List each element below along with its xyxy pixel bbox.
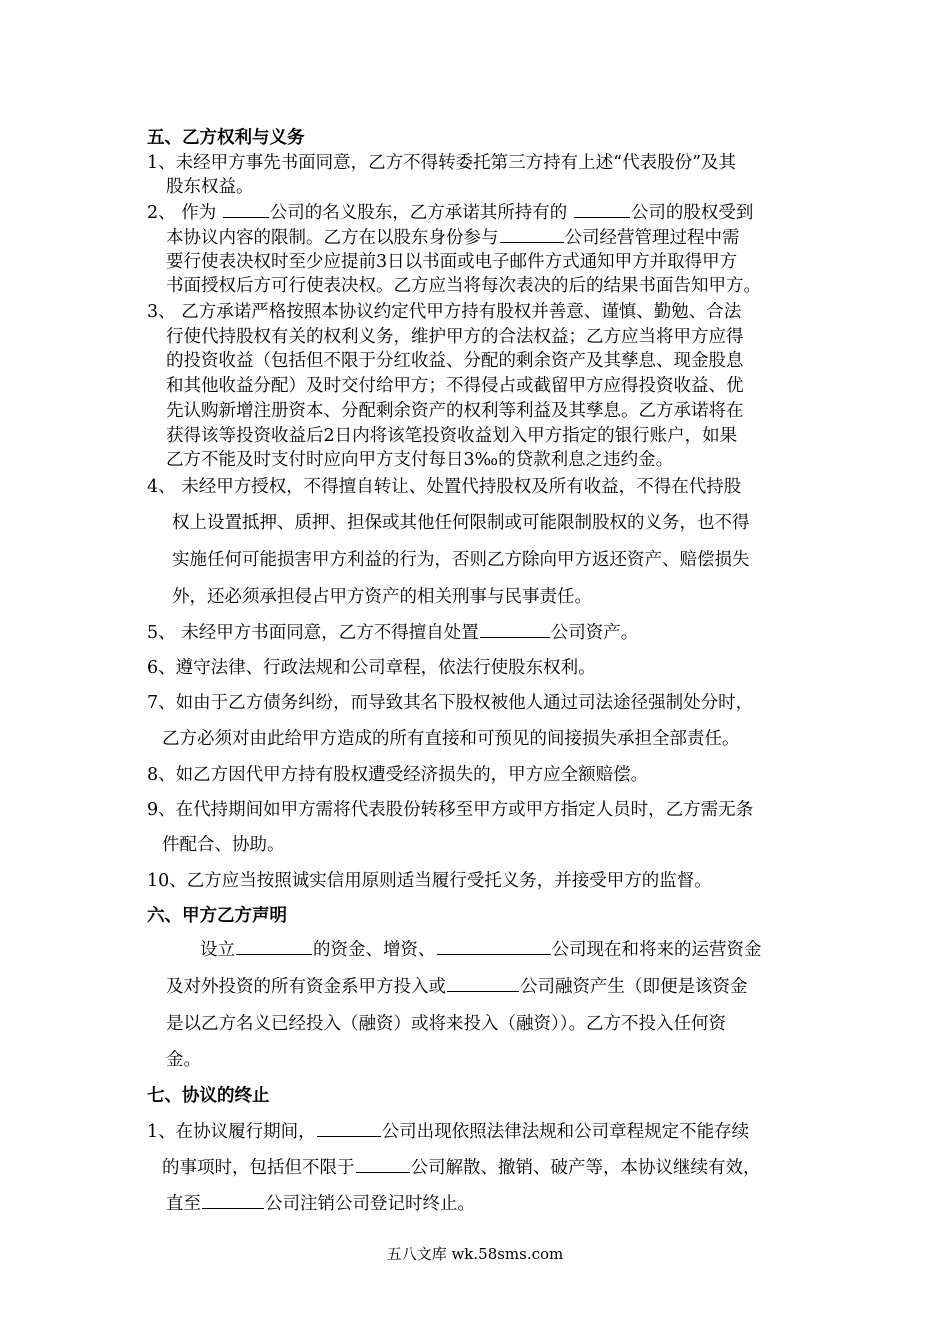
item-5-3-line-4: 和其他收益分配）及时交付给甲方；不得侵占或截留甲方应得投资收益、优 (166, 376, 744, 396)
item-5-4-line-4: 外，还必须承担侵占甲方资产的相关刑事与民事责任。 (172, 587, 592, 607)
item-5-3-line-6: 获得该等投资收益后2日内将该笔投资收益划入甲方指定的银行账户，如果 (166, 426, 738, 446)
item-5-7-line-2: 乙方必须对由此给甲方造成的所有直接和可预见的间接损失承担全部责任。 (162, 729, 740, 749)
item-5-9-line-1: 9、在代持期间如甲方需将代表股份转移至甲方或甲方指定人员时，乙方需无条 (147, 800, 754, 820)
item-5-1-line-2: 股东权益。 (166, 177, 254, 197)
section-5-heading: 五、乙方权利与义务 (147, 128, 305, 148)
section-7-heading: 七、协议的终止 (147, 1086, 270, 1106)
section-6-line-2: 及对外投资的所有资金系甲方投入或 公司融资产生（即便是该资金 (166, 977, 748, 997)
fill-blank (437, 940, 551, 955)
item-5-2-line-2: 本协议内容的限制。乙方在以股东身份参与 公司经营管理过程中需 (166, 228, 740, 248)
item-5-3-line-5: 先认购新增注册资本、分配剩余资产的权利等利益及其孳息。乙方承诺将在 (166, 401, 744, 421)
section-7-line-2: 的事项时，包括但不限于 公司解散、撤销、破产等，本协议继续有效， (162, 1158, 761, 1178)
fill-blank (236, 940, 312, 955)
section-6-line-3: 是以乙方名义已经投入（融资）或将来投入（融资））。乙方不投入任何资 (166, 1014, 726, 1034)
item-5-5: 5、 未经甲方书面同意，乙方不得擅自处置 公司资产。 (147, 623, 639, 643)
item-5-8: 8、如乙方因代甲方持有股权遭受经济损失的，甲方应全额赔偿。 (147, 765, 649, 785)
fill-blank (356, 1158, 410, 1173)
item-5-7-line-1: 7、如由于乙方债务纠纷，而导致其名下股权被他人通过司法途径强制处分时， (147, 693, 754, 713)
item-5-2-line-4: 书面授权后方可行使表决权。乙方应当将每次表决的后的结果书面告知甲方。 (166, 276, 761, 296)
section-7-line-3: 直至 公司注销公司登记时终止。 (166, 1194, 475, 1214)
fill-blank (317, 1122, 381, 1137)
fill-blank (500, 228, 564, 243)
section-6-line-1: 设立 的资金、增资、 公司现在和将来的运营资金 (200, 940, 762, 960)
item-5-6: 6、遵守法律、行政法规和公司章程，依法行使股东权利。 (147, 658, 596, 678)
item-5-1-line-1: 1、未经甲方事先书面同意，乙方不得转委托第三方持有上述“代表股份”及其 (147, 153, 737, 173)
item-5-3-line-2: 行使代持股权有关的权利义务，维护甲方的合法权益；乙方应当将甲方应得 (166, 327, 744, 347)
fill-blank (480, 623, 550, 638)
fill-blank (447, 977, 519, 992)
item-5-3-line-7: 乙方不能及时支付时应向甲方支付每日3‰的贷款利息之违约金。 (166, 450, 674, 470)
section-7-line-1: 1、在协议履行期间， 公司出现依照法律法规和公司章程规定不能存续 (147, 1122, 750, 1142)
item-5-4-line-1: 4、 未经甲方授权，不得擅自转让、处置代持股权及所有收益，不得在代持股 (147, 477, 742, 497)
fill-blank (223, 203, 269, 218)
section-6-line-4: 金。 (166, 1050, 201, 1070)
item-5-4-line-2: 权上设置抵押、质押、担保或其他任何限制或可能限制股权的义务，也不得 (172, 513, 750, 533)
item-5-4-line-3: 实施任何可能损害甲方利益的行为，否则乙方除向甲方返还资产、赔偿损失 (172, 550, 750, 570)
fill-blank (202, 1194, 264, 1209)
item-5-10: 10、乙方应当按照诚实信用原则适当履行受托义务，并接受甲方的监督。 (147, 871, 712, 891)
item-5-2-line-3: 要行使表决权时至少应提前3日以书面或电子邮件方式通知甲方并取得甲方 (166, 252, 738, 272)
section-6-heading: 六、甲方乙方声明 (147, 906, 287, 926)
item-5-3-line-1: 3、 乙方承诺严格按照本协议约定代甲方持有股权并善意、谨慎、勤勉、合法 (147, 302, 742, 322)
item-5-9-line-2: 件配合、协助。 (162, 835, 285, 855)
footer-watermark: 五八文库 wk.58sms.com (386, 1245, 564, 1263)
item-5-3-line-3: 的投资收益（包括但不限于分红收益、分配的剩余资产及其孳息、现金股息 (166, 351, 744, 371)
fill-blank (574, 203, 630, 218)
item-5-2-line-1: 2、 作为 公司的名义股东，乙方承诺其所持有的 公司的股权受到 (147, 203, 754, 223)
